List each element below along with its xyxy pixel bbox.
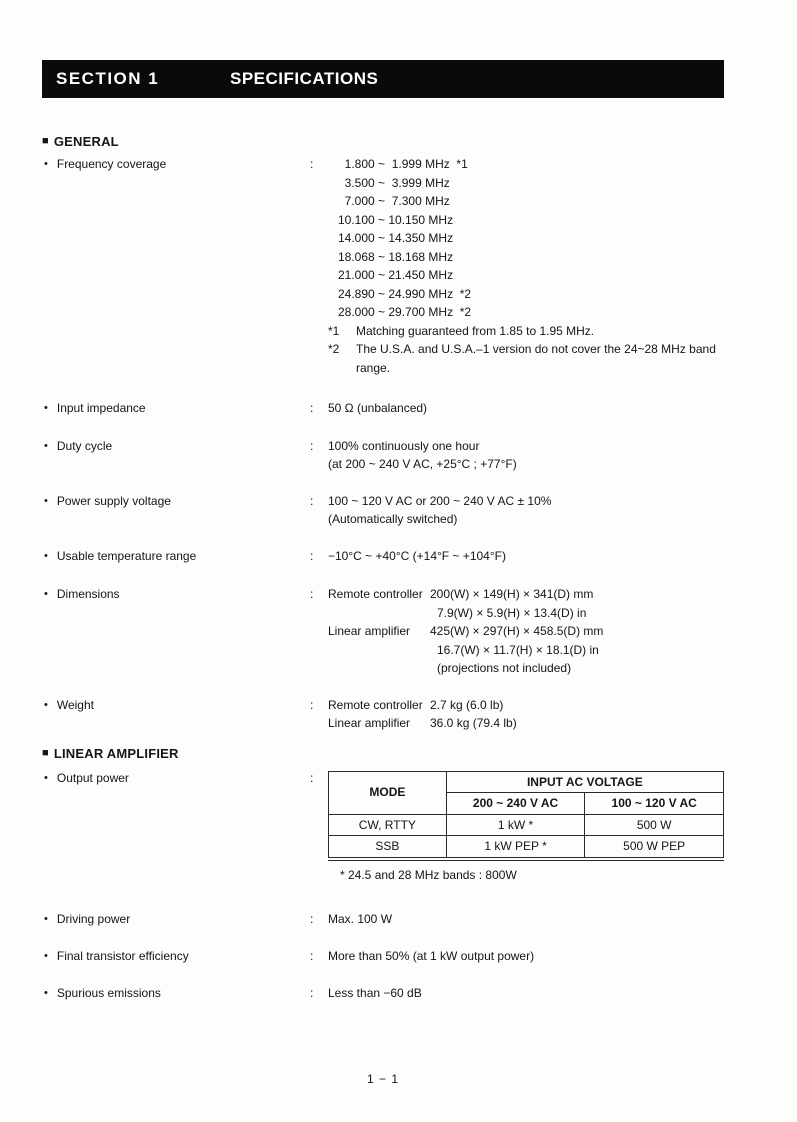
dimensions-linear-name: Linear amplifier [328,624,411,638]
bullet-icon: • [44,588,48,600]
dimensions-linear-in: 16.7(W) × 11.7(H) × 18.1(D) in [437,642,599,657]
frequency-line: 18.068 ~ 18.168 MHz [338,249,454,264]
bullet-icon: • [44,913,48,925]
colon-separator: : [310,770,314,785]
frequency-line: 28.000 ~ 29.700 MHz *2 [338,305,472,319]
table-cell-240-value: 1 kW PEP * [446,836,585,858]
final-transistor-efficiency-label [42,947,310,966]
temperature-range-label-text: Usable temperature range [56,548,197,563]
weight-remote-value: 2.7 kg (6.0 lb) [430,697,504,712]
dimensions-linear-row [328,622,724,678]
bullet-icon: • [44,158,48,170]
output-power-value [328,769,724,885]
colon-separator: : [310,493,314,508]
duty-cycle-line1: 100% continuously one hour [328,438,480,453]
colon-separator: : [310,157,314,171]
dimensions-remote-row [328,585,724,622]
spec-row-dimensions [42,585,724,678]
dimensions-remote-name: Remote controller [328,587,423,601]
dimensions-remote-values [430,585,593,622]
driving-power-value: Max. 100 W [328,912,393,926]
input-impedance-label [42,399,310,418]
frequency-line: 14.000 ~ 14.350 MHz [338,231,454,245]
colon-separator: : [310,438,314,453]
frequency-line: 1.800 ~ 1.999 MHz *1 [338,157,468,171]
linear-amplifier-heading [42,746,724,761]
temperature-range-value: −10°C ~ +40°C (+14°F ~ +104°F) [328,548,506,563]
final-transistor-efficiency-value: More than 50% (at 1 kW output power) [328,948,535,963]
power-supply-value [328,492,724,529]
spec-row-frequency-coverage [42,155,724,377]
footnote-text: The U.S.A. and U.S.A.–1 version do not cover the 24~28 MHz band range. [356,342,716,375]
table-cell-group-header: INPUT AC VOLTAGE [446,771,723,793]
output-power-table [328,771,724,858]
colon-separator: : [310,986,314,1000]
spec-row-weight [42,696,724,733]
colon-separator: : [310,401,314,415]
duty-cycle-line2: (at 200 ~ 240 V AC, +25°C ; +77°F) [328,457,517,471]
bullet-icon: • [44,439,48,452]
table-bottom-rule [328,858,724,861]
footnote-marker: *2 [328,342,340,356]
driving-power-label [42,910,310,929]
weight-remote-row [328,696,724,715]
weight-linear-value: 36.0 kg (79.4 lb) [430,716,517,730]
power-supply-label-text: Power supply voltage [56,493,171,508]
dimensions-linear-values [430,622,603,678]
final-transistor-efficiency-label-text: Final transistor efficiency [56,948,189,963]
dimensions-value [328,585,724,678]
temperature-range-label [42,547,310,566]
table-header-row-1 [329,771,724,793]
linear-amplifier-heading-text: LINEAR AMPLIFIER [53,745,179,761]
spec-row-temperature-range [42,547,724,566]
table-cell-120-value: 500 W [585,814,724,836]
general-heading [42,134,724,149]
dimensions-remote-in: 7.9(W) × 5.9(H) × 13.4(D) in [437,605,587,620]
dimensions-label [42,585,310,604]
power-supply-line2: (Automatically switched) [328,512,458,526]
weight-linear-name: Linear amplifier [328,716,411,730]
section-title: SPECIFICATIONS [230,69,379,88]
input-impedance-label-text: Input impedance [56,401,146,415]
table-cell-mode: CW, RTTY [329,814,447,836]
bullet-icon: • [44,771,48,784]
spec-row-driving-power [42,910,724,929]
table-cell-col-header-120: 100 ~ 120 V AC [585,793,724,815]
frequency-coverage-label [42,155,310,174]
general-heading-text: GENERAL [53,134,119,149]
power-supply-line1: 100 ~ 120 V AC or 200 ~ 240 V AC ± 10% [328,493,552,508]
input-impedance-value: 50 Ω (unbalanced) [328,401,428,415]
colon-separator: : [310,948,314,963]
colon-separator: : [310,587,314,601]
table-cell-col-header-240: 200 ~ 240 V AC [446,793,585,815]
bullet-icon: • [44,549,48,562]
table-cell-240-value: 1 kW * [446,814,585,836]
section-header-bar [42,60,724,98]
spec-row-final-transistor-efficiency [42,947,724,966]
table-cell-mode-header: MODE [329,771,447,814]
page-content [42,0,724,1003]
duty-cycle-label-text: Duty cycle [56,438,113,453]
spurious-emissions-label-text: Spurious emissions [56,986,161,1000]
spec-row-power-supply [42,492,724,529]
spurious-emissions-value: Less than −60 dB [328,986,422,1000]
power-supply-label [42,492,310,511]
dimensions-remote-mm: 200(W) × 149(H) × 341(D) mm [430,587,594,601]
spec-row-output-power [42,769,724,885]
frequency-footnote-2 [328,340,724,377]
footnote-text: Matching guaranteed from 1.85 to 1.95 MHz. [356,323,595,338]
bullet-icon: • [44,698,48,711]
frequency-coverage-label-text: Frequency coverage [56,157,167,171]
bullet-icon: • [44,402,48,414]
footnote-marker: *1 [328,323,340,338]
weight-label [42,696,310,715]
duty-cycle-label [42,437,310,456]
duty-cycle-value [328,437,724,474]
frequency-coverage-value [328,155,724,377]
spec-row-duty-cycle [42,437,724,474]
colon-separator: : [310,697,314,712]
dimensions-linear-mm: 425(W) × 297(H) × 458.5(D) mm [430,624,604,638]
bullet-icon: • [44,987,48,999]
spurious-emissions-label [42,984,310,1003]
driving-power-label-text: Driving power [56,912,131,926]
frequency-line: 10.100 ~ 10.150 MHz [338,212,454,227]
weight-label-text: Weight [56,697,94,712]
square-bullet-icon: ■ [42,746,49,759]
spec-row-input-impedance [42,399,724,418]
bullet-icon: • [44,949,48,962]
table-data-row-cw-rtty [329,814,724,836]
square-bullet-icon: ■ [42,135,49,147]
output-power-label-text: Output power [56,770,129,785]
bullet-icon: • [44,494,48,507]
output-power-table-note: * 24.5 and 28 MHz bands : 800W [340,867,517,882]
frequency-line: 21.000 ~ 21.450 MHz [338,268,454,282]
page-number: 1 − 1 [366,1072,400,1086]
spec-row-spurious-emissions [42,984,724,1003]
frequency-line: 7.000 ~ 7.300 MHz [338,194,450,208]
frequency-line: 24.890 ~ 24.990 MHz *2 [338,286,472,301]
weight-remote-name: Remote controller [328,697,423,712]
dimensions-label-text: Dimensions [56,587,120,601]
weight-linear-row [328,714,724,733]
table-data-row-ssb [329,836,724,858]
frequency-line: 3.500 ~ 3.999 MHz [338,175,450,190]
frequency-footnote-1 [328,322,724,341]
output-power-label [42,769,310,788]
section-number: SECTION 1 [56,69,160,88]
dimensions-projections-note: (projections not included) [437,661,572,675]
colon-separator: : [310,912,314,926]
table-cell-120-value: 500 W PEP [585,836,724,858]
table-cell-mode: SSB [329,836,447,858]
colon-separator: : [310,548,314,563]
weight-value [328,696,724,733]
